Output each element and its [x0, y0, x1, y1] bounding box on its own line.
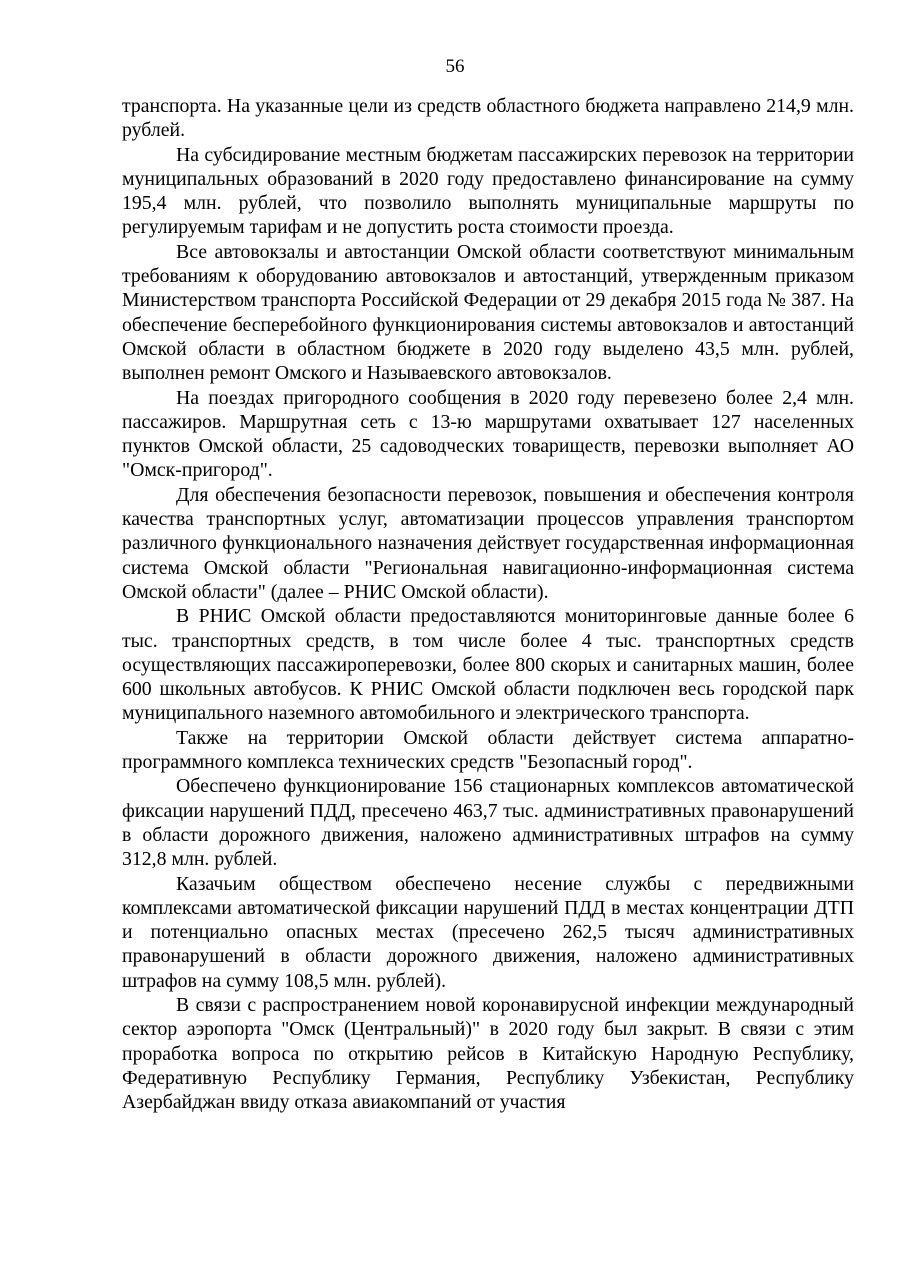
paragraph-bus-subsidies: На субсидирование местным бюджетам пассажирских перевозок на территории муниципальных образований в 2020 году предоставлено финансирование на сумму 195,4 млн. рублей, что позволило выполнять муниципальные маршруты по регулируемым тарифам и не допустить роста стоимости проезда. [122, 143, 854, 239]
paragraph-safe-city: Также на территории Омской области действует система аппаратно-программного комплекса технических средств "Безопасный город". [122, 726, 854, 774]
paragraph-suburban-trains: На поездах пригородного сообщения в 2020 году перевезено более 2,4 млн. пассажиров. Маршрутная сеть с 13-ю маршрутами охватывает 127 населенных пунктов Омской области, 25 садоводческих товариществ, перевозки выполняет АО "Омск-пригород". [122, 386, 854, 482]
paragraph-traffic-cameras: Обеспечено функционирование 156 стационарных комплексов автоматической фиксации нарушений ПДД, пресечено 463,7 тыс. административных правонарушений в области дорожного движения, наложено административных штрафов на сумму 312,8 млн. рублей. [122, 775, 854, 871]
paragraph-cossack-patrols: Казачьим обществом обеспечено несение службы с передвижными комплексами автоматической фиксации нарушений ПДД в местах концентрации ДТП и потенциально опасных местах (пресечено 262,5 тысяч административных правонарушений в области дорожного движения, наложено административных штрафов на сумму 108,5 млн. рублей). [122, 872, 854, 992]
paragraph-airport: В связи с распространением новой коронавирусной инфекции международный сектор аэропорта "Омск (Центральный)" в 2020 году был закрыт. В связи с этим проработка вопроса по открытию рейсов в Китайскую Народную Республику, Федеративную Республику Германия, Республику Узбекистан, Республику Азербайджан ввиду отказа авиакомпаний от участия [122, 993, 854, 1114]
paragraph-rnis-monitoring: В РНИС Омской области предоставляются мониторинговые данные более 6 тыс. транспортных средств, в том числе более 4 тыс. транспортных средств осуществляющих пассажироперевозки, более 800 скорых и санитарных машин, более 600 школьных автобусов. К РНИС Омской области подключен весь городской парк муниципального наземного автомобильного и электрического транспорта. [122, 605, 854, 725]
document-body [122, 94, 854, 1114]
page-number: 56 [445, 56, 465, 77]
paragraph-rnis-system: Для обеспечения безопасности перевозок, повышения и обеспечения контроля качества транспортных услуг, автоматизации процессов управления транспортом различного функционального назначения действует государственная информационная система Омской области "Региональная навигационно-информационная система Омской области" (далее – РНИС Омской области). [122, 483, 854, 603]
paragraph-continuation: транспорта. На указанные цели из средств областного бюджета направлено 214,9 млн. рублей. [122, 95, 854, 142]
paragraph-bus-stations: Все автовокзалы и автостанции Омской области соответствуют минимальным требованиям к оборудованию автовокзалов и автостанций, утвержденным приказом Министерством транспорта Российской Федерации от 29 декабря 2015 года № 387. На обеспечение бесперебойного функционирования системы автовокзалов и автостанций Омской области в областном бюджете в 2020 году выделено 43,5 млн. рублей, выполнен ремонт Омского и Называевского автовокзалов. [122, 240, 854, 385]
